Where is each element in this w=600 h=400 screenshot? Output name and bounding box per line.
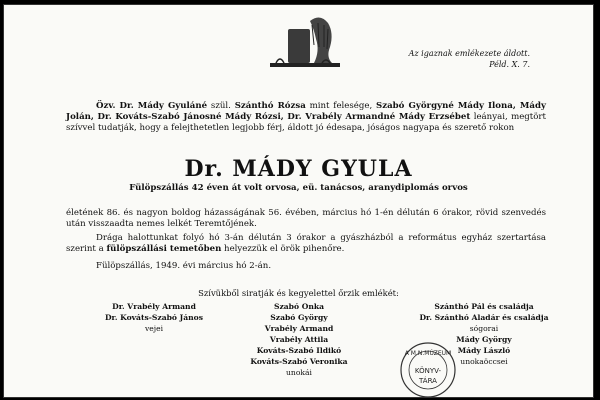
mourners-intro: Szívükből siratják és kegyelettel őrzik emlékét: bbox=[198, 288, 399, 298]
maiden-name: Szánthó Rózsa bbox=[234, 101, 306, 111]
mourner: Vrabély Armand bbox=[264, 324, 334, 333]
verse-reference: Péld. X. 7. bbox=[489, 60, 530, 69]
mourners-left bbox=[74, 301, 234, 334]
born-word: szül. bbox=[207, 101, 235, 111]
mourner: Kováts-Szabó Ildikó bbox=[256, 346, 342, 355]
mourner: Kováts-Szabó Veronika bbox=[250, 357, 348, 366]
children-names: Szabó Györgyné Mády Ilona, Mády Jolán, Dr. Kováts-Szabó Jánosné Mády Rózsi, Dr. Vrabély Armandné Mády Erzsébet bbox=[66, 101, 546, 123]
funeral-paragraph bbox=[66, 233, 546, 255]
obituary-card bbox=[3, 4, 594, 398]
mourners-middle bbox=[219, 301, 379, 378]
mourner: Szánthó Pál és családja bbox=[434, 302, 534, 311]
role-label: unokái bbox=[286, 368, 312, 377]
museum-library-stamp bbox=[399, 341, 457, 399]
mourner: Szabó Onka bbox=[273, 302, 325, 311]
mourner: Szabó György bbox=[270, 313, 328, 322]
grave-willow-emblem bbox=[266, 11, 344, 73]
cemetery-name: fülöpszállási temetőben bbox=[106, 244, 222, 255]
announcement-paragraph bbox=[66, 101, 546, 135]
bible-verse bbox=[400, 48, 530, 70]
role-label: unokaöccsei bbox=[460, 357, 508, 366]
stamp-text-bottom: TÁRA bbox=[419, 377, 437, 385]
verse-quote: Az igaznak emlékezete áldott. bbox=[408, 49, 530, 58]
stamp-text-mid: KÖNYV- bbox=[414, 367, 442, 375]
death-paragraph: életének 86. és nagyon boldog házasságának 56. évében, március hó 1-én délután 6 órakor, rövid szenvedés után visszaadta nemes lelkét Teremtőjének. bbox=[66, 208, 546, 230]
as-wife-text: mint felesége, bbox=[305, 101, 377, 111]
dateline: Fülöpszállás, 1949. évi március hó 2-án. bbox=[96, 261, 272, 271]
role-label: sógorai bbox=[469, 324, 499, 333]
mourner: Dr. Vrabély Armand bbox=[112, 302, 196, 311]
funeral-text-2: helyezzük el örök pihenőre. bbox=[221, 244, 345, 255]
mourner: Vrabély Attila bbox=[269, 335, 329, 344]
deceased-title: Fülöpszállás 42 éven át volt orvosa, eü. tanácsos, aranydiplomás orvos bbox=[129, 183, 468, 193]
role-label: vejei bbox=[144, 324, 164, 333]
widow-name: Özv. Dr. Mády Gyuláné bbox=[96, 101, 208, 111]
stamp-text-top: A M.N.MÚZEUM bbox=[404, 350, 452, 357]
mourner: Mády László bbox=[457, 346, 511, 355]
funeral-text-1: Drága halottunkat folyó hó 3-án délután 3 órakor a gyászházból a református egyház szertartása szerint a bbox=[66, 233, 546, 255]
mourner: Dr. Szánthó Aladár és családja bbox=[419, 313, 549, 322]
mourner: Dr. Kováts-Szabó János bbox=[104, 313, 204, 322]
mourner: Mády György bbox=[456, 335, 512, 344]
announcement-rest: leányai, megtört szívvel tudatják, hogy a felejthetetlen legjobb férj, áldott jó édesapa, jóságos nagyapa és szerető rokon bbox=[66, 112, 546, 134]
deceased-name: Dr. MÁDY GYULA bbox=[184, 156, 413, 182]
